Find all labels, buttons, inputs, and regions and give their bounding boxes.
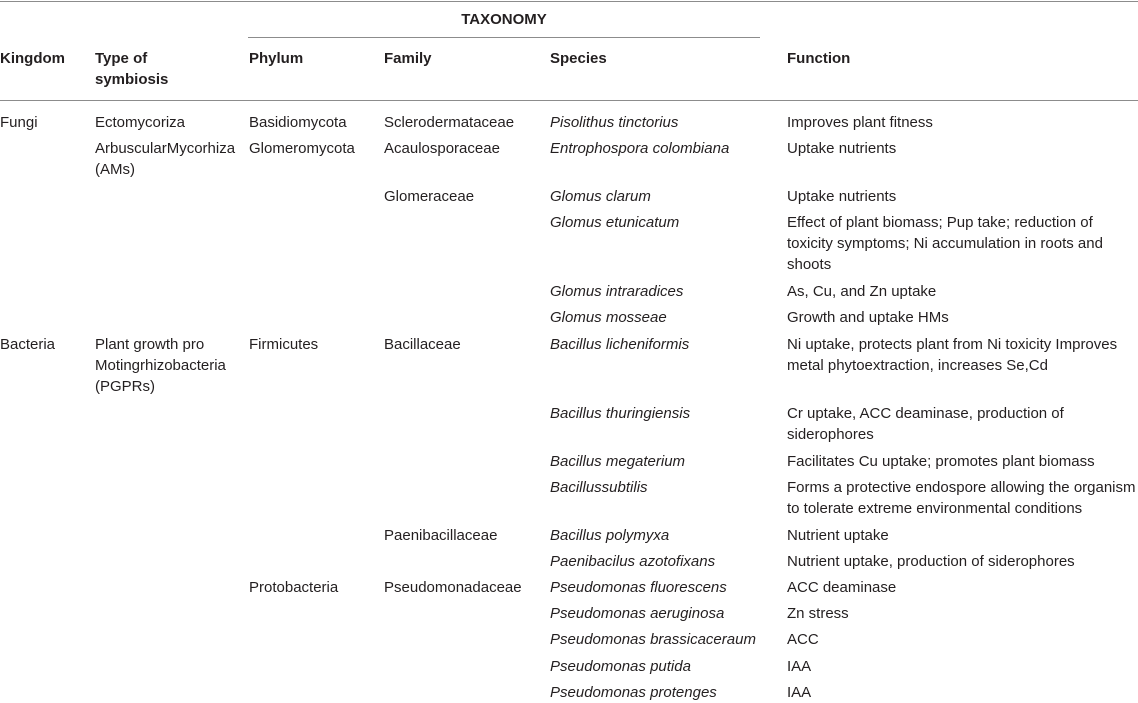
header-type-line2: symbiosis bbox=[95, 71, 169, 88]
function-cell-cont: shoots bbox=[787, 256, 832, 273]
kingdom-cell: Bacteria bbox=[0, 336, 56, 353]
function-cell: Nutrient uptake bbox=[787, 527, 889, 544]
function-cell: Growth and uptake HMs bbox=[787, 309, 949, 326]
phylum-cell: Firmicutes bbox=[249, 336, 319, 353]
species-cell: Bacillus licheniformis bbox=[550, 336, 690, 353]
species-cell: Pisolithus tinctorius bbox=[550, 114, 679, 131]
function-cell: Nutrient uptake, production of siderophores bbox=[787, 553, 1075, 570]
species-cell: Glomus intraradices bbox=[550, 283, 684, 300]
phylum-cell: Basidiomycota bbox=[249, 114, 347, 131]
species-cell: Pseudomonas putida bbox=[550, 658, 691, 675]
header-family: Family bbox=[384, 50, 432, 67]
function-cell: ACC bbox=[787, 631, 819, 648]
table-top-rule bbox=[0, 1, 1138, 2]
taxonomy-underline bbox=[248, 37, 760, 38]
function-cell: Uptake nutrients bbox=[787, 140, 897, 157]
function-cell-cont: metal phytoextraction, increases Se,Cd bbox=[787, 357, 1048, 374]
species-cell: Pseudomonas fluorescens bbox=[550, 579, 727, 596]
family-cell: Pseudomonadaceae bbox=[384, 579, 522, 596]
species-cell: Paenibacilus azotofixans bbox=[550, 553, 716, 570]
header-species: Species bbox=[550, 50, 607, 67]
type-cell-cont: (PGPRs) bbox=[95, 378, 155, 395]
species-cell: Bacillus thuringiensis bbox=[550, 405, 691, 422]
function-cell-cont: siderophores bbox=[787, 426, 874, 443]
function-cell: IAA bbox=[787, 684, 812, 701]
species-cell: Glomus mosseae bbox=[550, 309, 667, 326]
species-cell: Glomus etunicatum bbox=[550, 214, 680, 231]
family-cell: Bacillaceae bbox=[384, 336, 461, 353]
function-cell: Forms a protective endospore allowing the organism bbox=[787, 479, 1136, 496]
species-cell: Bacillussubtilis bbox=[550, 479, 648, 496]
header-type-of-symbiosis bbox=[95, 48, 245, 90]
type-cell-cont: (AMs) bbox=[95, 161, 135, 178]
family-cell: Glomeraceae bbox=[384, 188, 475, 205]
function-cell: Ni uptake, protects plant from Ni toxicity Improves bbox=[787, 336, 1118, 353]
function-cell: ACC deaminase bbox=[787, 579, 897, 596]
family-cell: Acaulosporaceae bbox=[384, 140, 500, 157]
phylum-cell: Protobacteria bbox=[249, 579, 339, 596]
function-cell: Zn stress bbox=[787, 605, 849, 622]
species-cell: Pseudomonas protenges bbox=[550, 684, 717, 701]
species-cell: Entrophospora colombiana bbox=[550, 140, 730, 157]
function-cell: IAA bbox=[787, 658, 812, 675]
taxonomy-group-header: TAXONOMY bbox=[461, 11, 547, 28]
function-cell: Cr uptake, ACC deaminase, production of bbox=[787, 405, 1064, 422]
function-cell-cont: to tolerate extreme environmental conditions bbox=[787, 500, 1083, 517]
phylum-cell: Glomeromycota bbox=[249, 140, 355, 157]
type-cell: ArbuscularMycorhiza bbox=[95, 140, 236, 157]
family-cell: Sclerodermataceae bbox=[384, 114, 515, 131]
header-kingdom: Kingdom bbox=[0, 50, 65, 67]
species-cell: Bacillus megaterium bbox=[550, 453, 686, 470]
header-bottom-rule bbox=[0, 100, 1138, 101]
function-cell: As, Cu, and Zn uptake bbox=[787, 283, 937, 300]
type-cell-cont: Motingrhizobacteria bbox=[95, 357, 226, 374]
species-cell: Pseudomonas brassicaceraum bbox=[550, 631, 756, 648]
header-type-line1: Type of bbox=[95, 50, 148, 67]
kingdom-cell: Fungi bbox=[0, 114, 38, 131]
species-cell: Glomus clarum bbox=[550, 188, 651, 205]
species-cell: Pseudomonas aeruginosa bbox=[550, 605, 725, 622]
function-cell: Facilitates Cu uptake; promotes plant biomass bbox=[787, 453, 1095, 470]
header-function: Function bbox=[787, 50, 851, 67]
family-cell: Paenibacillaceae bbox=[384, 527, 498, 544]
header-phylum: Phylum bbox=[249, 50, 304, 67]
function-cell: Uptake nutrients bbox=[787, 188, 897, 205]
function-cell: Improves plant fitness bbox=[787, 114, 933, 131]
type-cell: Plant growth pro bbox=[95, 336, 205, 353]
type-cell: Ectomycoriza bbox=[95, 114, 186, 131]
function-cell: Effect of plant biomass; Pup take; reduction of bbox=[787, 214, 1093, 231]
function-cell-cont: toxicity symptoms; Ni accumulation in roots and bbox=[787, 235, 1103, 252]
species-cell: Bacillus polymyxa bbox=[550, 527, 670, 544]
